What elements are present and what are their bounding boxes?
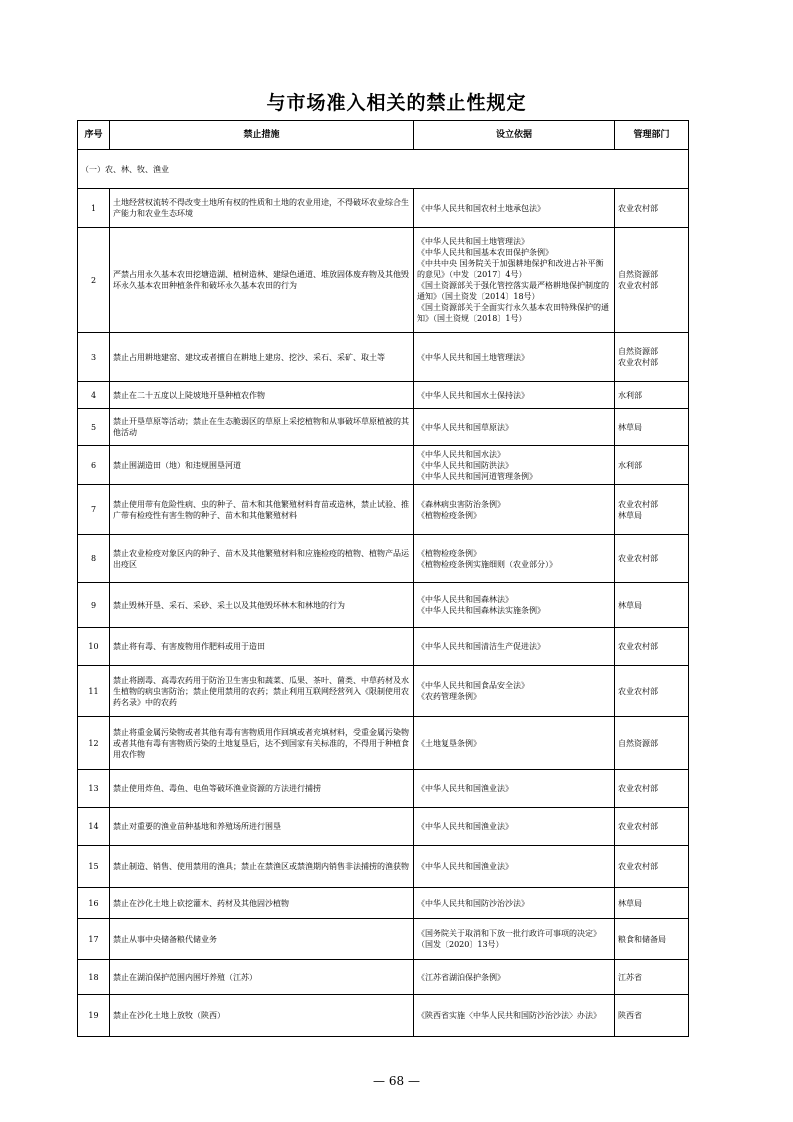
table-row <box>78 446 689 485</box>
legal-basis <box>414 409 615 446</box>
prohibition-measure: 禁止在湖泊保护范围内围圩养殖（江苏） <box>110 960 414 995</box>
row-number: 7 <box>78 485 110 535</box>
department-item: 水利部 <box>618 460 642 470</box>
department-item: 自然资源部 <box>618 270 658 279</box>
row-number: 18 <box>78 960 110 995</box>
table-row <box>78 770 689 808</box>
row-number: 6 <box>78 446 110 485</box>
row-number: 8 <box>78 535 110 583</box>
basis-item: 《中华人民共和国防沙治沙法》 <box>417 898 529 908</box>
managing-department <box>615 485 689 535</box>
header-no: 序号 <box>78 121 110 150</box>
basis-item: 《中华人民共和国水土保持法》 <box>417 390 529 400</box>
row-number: 16 <box>78 888 110 919</box>
prohibition-measure: 禁止毁林开垦、采石、采砂、采土以及其他毁坏林木和林地的行为 <box>110 583 414 628</box>
department-item: 农业农村部 <box>618 358 658 367</box>
basis-item: 《国务院关于取消和下放一批行政许可事项的决定》（国发〔2020〕13号） <box>417 929 601 949</box>
managing-department <box>615 888 689 919</box>
basis-item: 《中华人民共和国渔业法》 <box>417 822 513 831</box>
table-row <box>78 485 689 535</box>
basis-item: 《中共中央 国务院关于加强耕地保护和改进占补平衡的意见》（中发〔2017〕4号） <box>417 259 604 279</box>
managing-department <box>615 382 689 409</box>
prohibition-measure: 禁止占用耕地建窑、建坟或者擅自在耕地上建房、挖沙、采石、采矿、取土等 <box>110 333 414 382</box>
legal-basis <box>414 846 615 888</box>
row-number: 13 <box>78 770 110 808</box>
managing-department <box>615 535 689 583</box>
department-item: 农业农村部 <box>618 642 658 651</box>
managing-department <box>615 717 689 770</box>
prohibition-measure: 禁止使用带有危险性病、虫的种子、苗木和其他繁殖材料育苗或造林，禁止试验、推广带有检疫性有害生物的种子、苗木和其他繁殖材料 <box>110 485 414 535</box>
row-number: 19 <box>78 995 110 1037</box>
prohibition-measure: 禁止在沙化土地上砍挖灌木、药材及其他固沙植物 <box>110 888 414 919</box>
department-item: 水利部 <box>618 390 642 400</box>
table-row <box>78 583 689 628</box>
basis-item: 《中华人民共和国基本农田保护条例》 <box>417 248 553 257</box>
department-item: 林草局 <box>618 510 642 520</box>
row-number: 9 <box>78 583 110 628</box>
department-item: 林草局 <box>618 600 642 610</box>
legal-basis <box>414 666 615 717</box>
prohibition-measure: 禁止开垦草原等活动；禁止在生态脆弱区的草原上采挖植物和从事破坏草原植被的其他活动 <box>110 409 414 446</box>
table-row <box>78 960 689 995</box>
managing-department <box>615 333 689 382</box>
department-item: 农业农村部 <box>618 281 658 290</box>
legal-basis <box>414 228 615 333</box>
row-number: 1 <box>78 189 110 228</box>
basis-item: 《植物检疫条例》 <box>417 510 481 520</box>
table-row <box>78 808 689 846</box>
managing-department <box>615 995 689 1037</box>
department-item: 农业农村部 <box>618 499 658 509</box>
row-number: 3 <box>78 333 110 382</box>
header-dept: 管理部门 <box>615 121 689 150</box>
row-number: 14 <box>78 808 110 846</box>
basis-item: 《中华人民共和国食品安全法》 <box>417 681 529 690</box>
legal-basis <box>414 808 615 846</box>
department-item: 自然资源部 <box>618 738 658 748</box>
legal-basis <box>414 446 615 485</box>
prohibition-measure: 禁止对重要的渔业苗种基地和养殖场所进行围垦 <box>110 808 414 846</box>
table-row <box>78 666 689 717</box>
basis-item: 《中华人民共和国渔业法》 <box>417 862 513 871</box>
department-item: 陕西省 <box>618 1011 642 1020</box>
table-row <box>78 409 689 446</box>
legal-basis <box>414 919 615 960</box>
legal-basis <box>414 583 615 628</box>
basis-item: 《中华人民共和国森林法》 <box>417 595 513 604</box>
department-item: 农业农村部 <box>618 862 658 871</box>
department-item: 自然资源部 <box>618 347 658 356</box>
legal-basis <box>414 960 615 995</box>
legal-basis <box>414 628 615 666</box>
prohibition-measure: 禁止农业检疫对象区内的种子、苗木及其他繁殖材料和应施检疫的植物、植物产品运出疫区 <box>110 535 414 583</box>
managing-department <box>615 628 689 666</box>
prohibition-measure: 禁止制造、销售、使用禁用的渔具；禁止在禁渔区或禁渔期内销售非法捕捞的渔获物 <box>110 846 414 888</box>
legal-basis <box>414 888 615 919</box>
legal-basis <box>414 485 615 535</box>
legal-basis <box>414 535 615 583</box>
table-row <box>78 628 689 666</box>
section-label: （一）农、林、牧、渔业 <box>78 150 689 189</box>
prohibition-measure: 禁止使用炸鱼、毒鱼、电鱼等破坏渔业资源的方法进行捕捞 <box>110 770 414 808</box>
prohibition-measure: 禁止将重金属污染物或者其他有毒有害物质用作回填或者充填材料，受重金属污染物或者其他有毒有害物质污染的土地复垦后，达不到国家有关标准的，不得用于种植食用农作物 <box>110 717 414 770</box>
prohibition-measure: 禁止在沙化土地上放牧（陕西） <box>110 995 414 1037</box>
basis-item: 《中华人民共和国水法》 <box>417 449 505 459</box>
legal-basis <box>414 382 615 409</box>
row-number: 2 <box>78 228 110 333</box>
table-row <box>78 995 689 1037</box>
managing-department <box>615 409 689 446</box>
prohibition-measure: 禁止在二十五度以上陡坡地开垦种植农作物 <box>110 382 414 409</box>
header-measure: 禁止措施 <box>110 121 414 150</box>
department-item: 粮食和储备局 <box>618 934 666 944</box>
row-number: 12 <box>78 717 110 770</box>
basis-item: 《中华人民共和国河道管理条例》 <box>417 471 537 481</box>
basis-item: 《土地复垦条例》 <box>417 738 481 748</box>
table-row <box>78 333 689 382</box>
department-item: 农业农村部 <box>618 822 658 831</box>
row-number: 15 <box>78 846 110 888</box>
basis-item: 《中华人民共和国土地管理法》 <box>417 352 529 362</box>
section-row <box>78 150 689 189</box>
department-item: 江苏省 <box>618 972 642 982</box>
managing-department <box>615 960 689 995</box>
managing-department <box>615 846 689 888</box>
table-row <box>78 382 689 409</box>
prohibition-measure: 禁止将剧毒、高毒农药用于防治卫生害虫和蔬菜、瓜果、茶叶、菌类、中草药材及水生植物的病虫害防治；禁止使用禁用的农药；禁止利用互联网经营列入《限制使用农药名录》中的农药 <box>110 666 414 717</box>
basis-item: 《国土资源部关于强化管控落实最严格耕地保护制度的通知》（国土资发〔2014〕18号） <box>417 281 609 301</box>
legal-basis <box>414 717 615 770</box>
basis-item: 《植物检疫条例实施细则（农业部分）》 <box>417 559 557 569</box>
row-number: 5 <box>78 409 110 446</box>
table-row <box>78 717 689 770</box>
prohibition-measure: 土地经营权流转不得改变土地所有权的性质和土地的农业用途，不得破坏农业综合生产能力和农业生态环境 <box>110 189 414 228</box>
row-number: 11 <box>78 666 110 717</box>
basis-item: 《中华人民共和国森林法实施条例》 <box>417 606 545 615</box>
legal-basis <box>414 995 615 1037</box>
table-row <box>78 846 689 888</box>
legal-basis <box>414 333 615 382</box>
table-row <box>78 888 689 919</box>
managing-department <box>615 583 689 628</box>
prohibition-measure: 禁止将有毒、有害废物用作肥料或用于造田 <box>110 628 414 666</box>
table-row <box>78 189 689 228</box>
managing-department <box>615 446 689 485</box>
basis-item: 《植物检疫条例》 <box>417 548 481 558</box>
header-row <box>78 121 689 150</box>
basis-item: 《陕西省实施〈中华人民共和国防沙治沙法〉办法》 <box>417 1011 601 1020</box>
managing-department <box>615 770 689 808</box>
department-item: 农业农村部 <box>618 554 658 563</box>
basis-item: 《中华人民共和国清洁生产促进法》 <box>417 642 545 651</box>
managing-department <box>615 666 689 717</box>
department-item: 农业农村部 <box>618 784 658 793</box>
page-number: — 68 — <box>373 1074 420 1088</box>
row-number: 4 <box>78 382 110 409</box>
basis-item: 《中华人民共和国农村土地承包法》 <box>417 203 545 213</box>
managing-department <box>615 808 689 846</box>
basis-item: 《中华人民共和国渔业法》 <box>417 784 513 793</box>
basis-item: 《中华人民共和国土地管理法》 <box>417 237 529 246</box>
regulation-table <box>77 120 689 1037</box>
prohibition-measure: 禁止从事中央储备粮代储业务 <box>110 919 414 960</box>
managing-department <box>615 228 689 333</box>
basis-item: 《江苏省湖泊保护条例》 <box>417 972 505 982</box>
table-row <box>78 228 689 333</box>
managing-department <box>615 189 689 228</box>
row-number: 17 <box>78 919 110 960</box>
header-basis: 设立依据 <box>414 121 615 150</box>
prohibition-measure: 禁止围湖造田（地）和违规围垦河道 <box>110 446 414 485</box>
table-row <box>78 919 689 960</box>
prohibition-measure: 严禁占用永久基本农田挖塘造湖、植树造林、建绿色通道、堆放固体废弃物及其他毁坏永久基本农田种植条件和破坏永久基本农田的行为 <box>110 228 414 333</box>
row-number: 10 <box>78 628 110 666</box>
department-item: 农业农村部 <box>618 686 658 696</box>
table-row <box>78 535 689 583</box>
legal-basis <box>414 770 615 808</box>
legal-basis <box>414 189 615 228</box>
page-title: 与市场准入相关的禁止性规定 <box>266 92 527 114</box>
department-item: 农业农村部 <box>618 203 658 213</box>
department-item: 林草局 <box>618 422 642 432</box>
basis-item: 《农药管理条例》 <box>417 692 481 701</box>
basis-item: 《国土资源部关于全面实行永久基本农田特殊保护的通知》（国土资规〔2018〕1号） <box>417 303 609 323</box>
department-item: 林草局 <box>618 898 642 908</box>
managing-department <box>615 919 689 960</box>
basis-item: 《中华人民共和国防洪法》 <box>417 460 513 470</box>
basis-item: 《森林病虫害防治条例》 <box>417 499 505 509</box>
basis-item: 《中华人民共和国草原法》 <box>417 422 513 432</box>
